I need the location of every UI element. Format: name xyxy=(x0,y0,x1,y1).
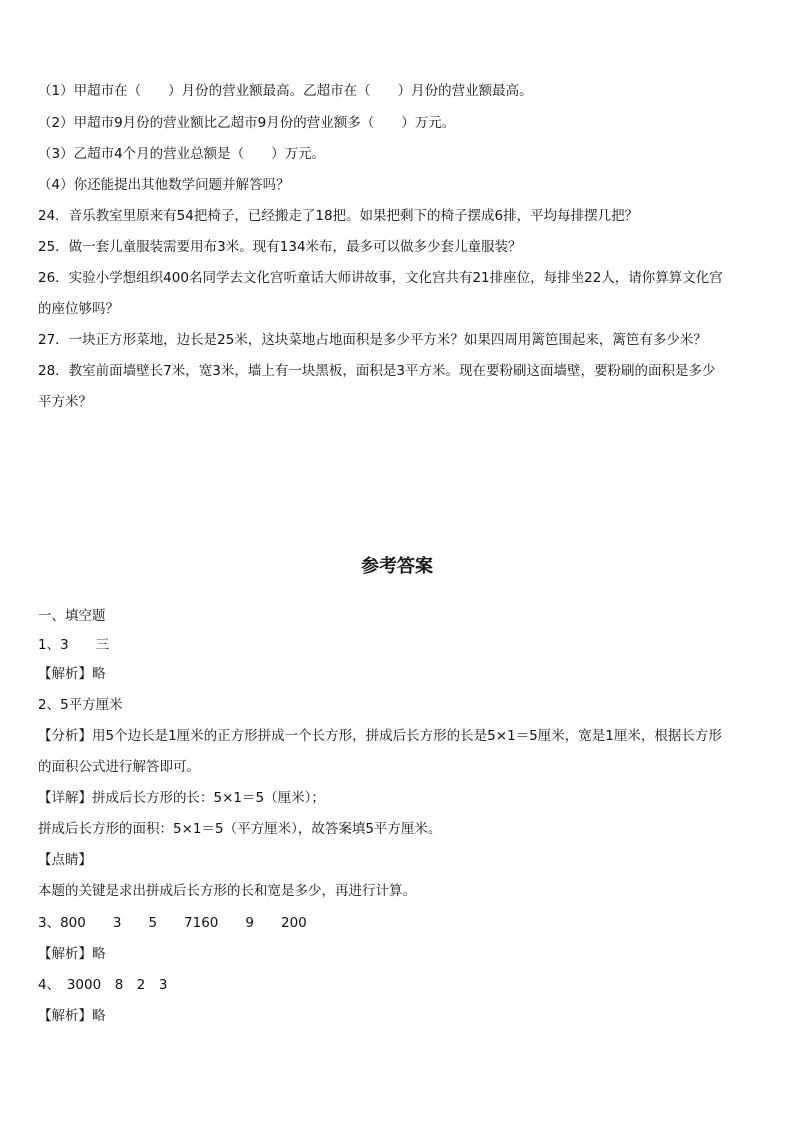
question-23-part-2: （2）甲超市9月份的营业额比乙超市9月份的营业额多（ ）万元。 xyxy=(38,115,456,131)
question-23-part-3: （3）乙超市4个月的营业总额是（ ）万元。 xyxy=(38,146,326,162)
answer-2-detail-line-2: 拼成后长方形的面积：5×1＝5（平方厘米），故答案填5平方厘米。 xyxy=(38,821,442,837)
question-26-line-1: 26．实验小学想组织400名同学去文化宫听童话大师讲故事，文化宫共有21排座位，每排坐22人，请你算算文化宫 xyxy=(38,270,723,286)
question-27: 27．一块正方形菜地，边长是25米，这块菜地占地面积是多少平方米？如果四周用篱笆围起来，篱笆有多少米？ xyxy=(38,332,707,348)
section-heading-fill-blank: 一、填空题 xyxy=(38,608,106,624)
answer-1: 1、3 三 xyxy=(38,637,110,653)
question-25: 25．做一套儿童服装需要用布3米。现有134米布，最多可以做多少套儿童服装？ xyxy=(38,239,522,255)
answer-2-analysis-line-1: 【分析】用5个边长是1厘米的正方形拼成一个长方形，拼成后长方形的长是5×1＝5厘米，宽是1厘米，根据长方形 xyxy=(38,728,722,744)
question-23-part-4: （4）你还能提出其他数学问题并解答吗？ xyxy=(38,177,290,193)
answer-2-keypoint-label: 【点睛】 xyxy=(38,852,92,868)
question-26-line-2: 的座位够吗？ xyxy=(38,301,119,317)
answer-2-analysis-line-2: 的面积公式进行解答即可。 xyxy=(38,759,200,775)
answer-section-title: 参考答案 xyxy=(361,556,433,577)
question-23-part-1: （1）甲超市在（ ）月份的营业额最高。乙超市在（ ）月份的营业额最高。 xyxy=(38,83,533,99)
question-28-line-2: 平方米？ xyxy=(38,394,92,410)
answer-2-detail-line-1: 【详解】拼成后长方形的长：5×1＝5（厘米）； xyxy=(38,790,325,806)
answer-1-analysis: 【解析】略 xyxy=(38,666,106,682)
answer-3: 3、800 3 5 7160 9 200 xyxy=(38,915,307,931)
question-24: 24．音乐教室里原来有54把椅子，已经搬走了18把。如果把剩下的椅子摆成6排，平均每排摆几把？ xyxy=(38,208,639,224)
answer-4: 4、 3000 8 2 3 xyxy=(38,977,168,993)
answer-4-analysis: 【解析】略 xyxy=(38,1008,106,1024)
answer-2: 2、5平方厘米 xyxy=(38,697,123,713)
answer-3-analysis: 【解析】略 xyxy=(38,946,106,962)
answer-2-keypoint-text: 本题的关键是求出拼成后长方形的长和宽是多少，再进行计算。 xyxy=(38,883,416,899)
question-28-line-1: 28．教室前面墙壁长7米，宽3米，墙上有一块黑板，面积是3平方米。现在要粉刷这面墙壁，要粉刷的面积是多少 xyxy=(38,363,716,379)
